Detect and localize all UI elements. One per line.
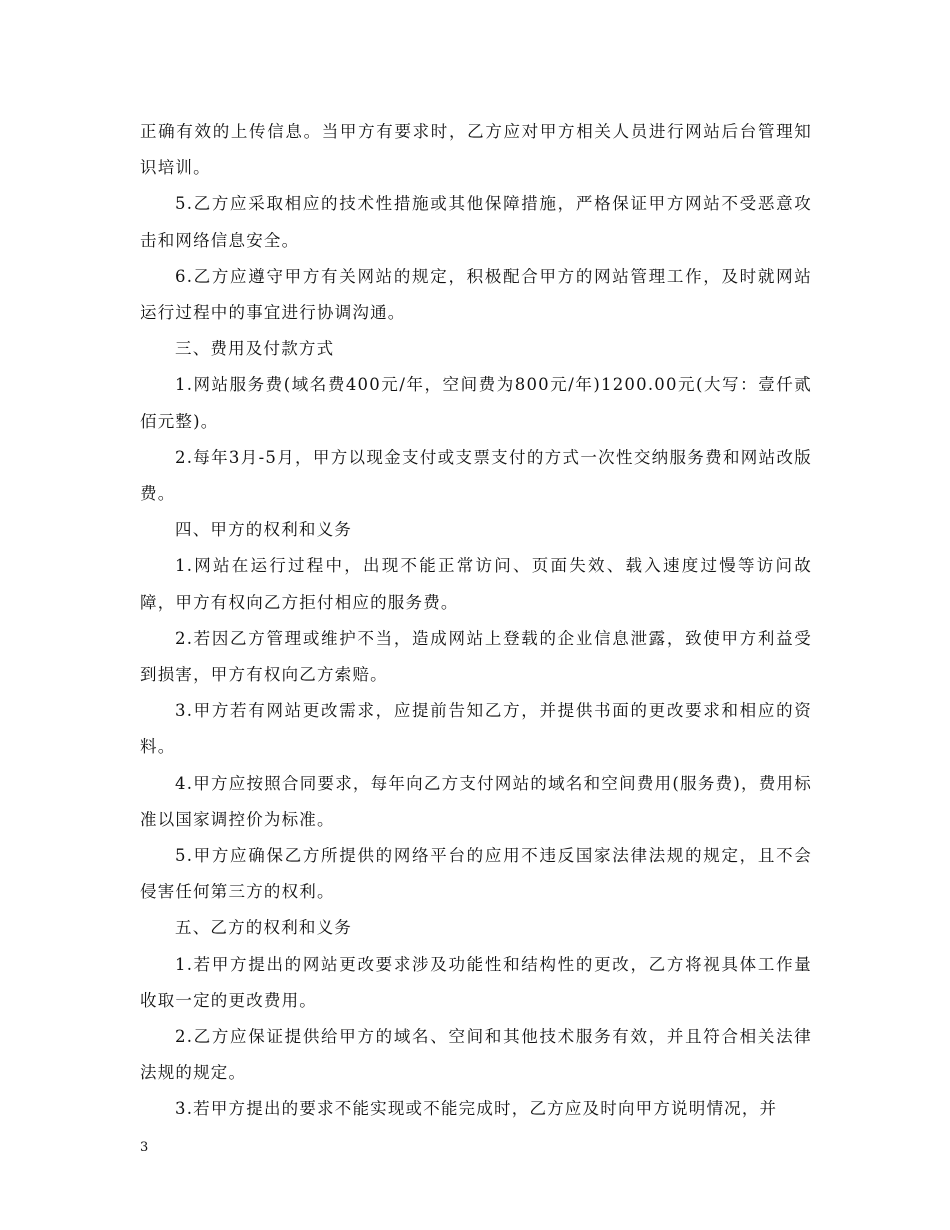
paragraph-2: 5.乙方应采取相应的技术性措施或其他保障措施，严格保证甲方网站不受恶意攻击和网络信息安全。 (140, 194, 812, 250)
page-number: 3 (140, 1140, 149, 1155)
section-heading-5: 五、乙方的权利和义务 (175, 918, 352, 938)
section-heading-4: 四、甲方的权利和义务 (175, 520, 352, 540)
paragraph-6: 2.每年3月-5月，甲方以现金支付或支票支付的方式一次性交纳服务费和网站改版费。 (140, 447, 812, 504)
paragraph-9: 2.若因乙方管理或维护不当，造成网站上登载的企业信息泄露，致使甲方利益受到损害，甲方有权向乙方索赔。 (140, 628, 812, 685)
paragraph-3: 6.乙方应遵守甲方有关网站的规定，积极配合甲方的网站管理工作，及时就网站运行过程中的事宜进行协调沟通。 (140, 266, 812, 323)
section-heading-3: 三、费用及付款方式 (175, 339, 335, 359)
paragraph-12: 5.甲方应确保乙方所提供的网络平台的应用不违反国家法律法规的规定，且不会侵害任何第三方的权利。 (140, 846, 812, 902)
paragraph-5: 1.网站服务费(域名费400元/年，空间费为800元/年)1200.00元(大写：壹仟贰佰元整)。 (140, 375, 812, 431)
paragraph-15: 2.乙方应保证提供给甲方的域名、空间和其他技术服务有效，并且符合相关法律法规的规定。 (140, 1027, 812, 1083)
paragraph-11: 4.甲方应按照合同要求，每年向乙方支付网站的域名和空间费用(服务费)，费用标准以国家调控价为标准。 (140, 773, 812, 829)
document-body (140, 114, 812, 1128)
paragraph-1: 正确有效的上传信息。当甲方有要求时，乙方应对甲方相关人员进行网站后台管理知识培训。 (140, 122, 812, 178)
paragraph-14: 1.若甲方提出的网站更改要求涉及功能性和结构性的更改，乙方将视具体工作量收取一定的更改费用。 (140, 954, 812, 1010)
paragraph-10: 3.甲方若有网站更改需求，应提前告知乙方，并提供书面的更改要求和相应的资料。 (140, 701, 812, 757)
paragraph-16: 3.若甲方提出的要求不能实现或不能完成时，乙方应及时向甲方说明情况，并 (175, 1099, 778, 1119)
paragraph-8: 1.网站在运行过程中，出现不能正常访问、页面失效、载入速度过慢等访问故障，甲方有权向乙方拒付相应的服务费。 (140, 556, 812, 612)
